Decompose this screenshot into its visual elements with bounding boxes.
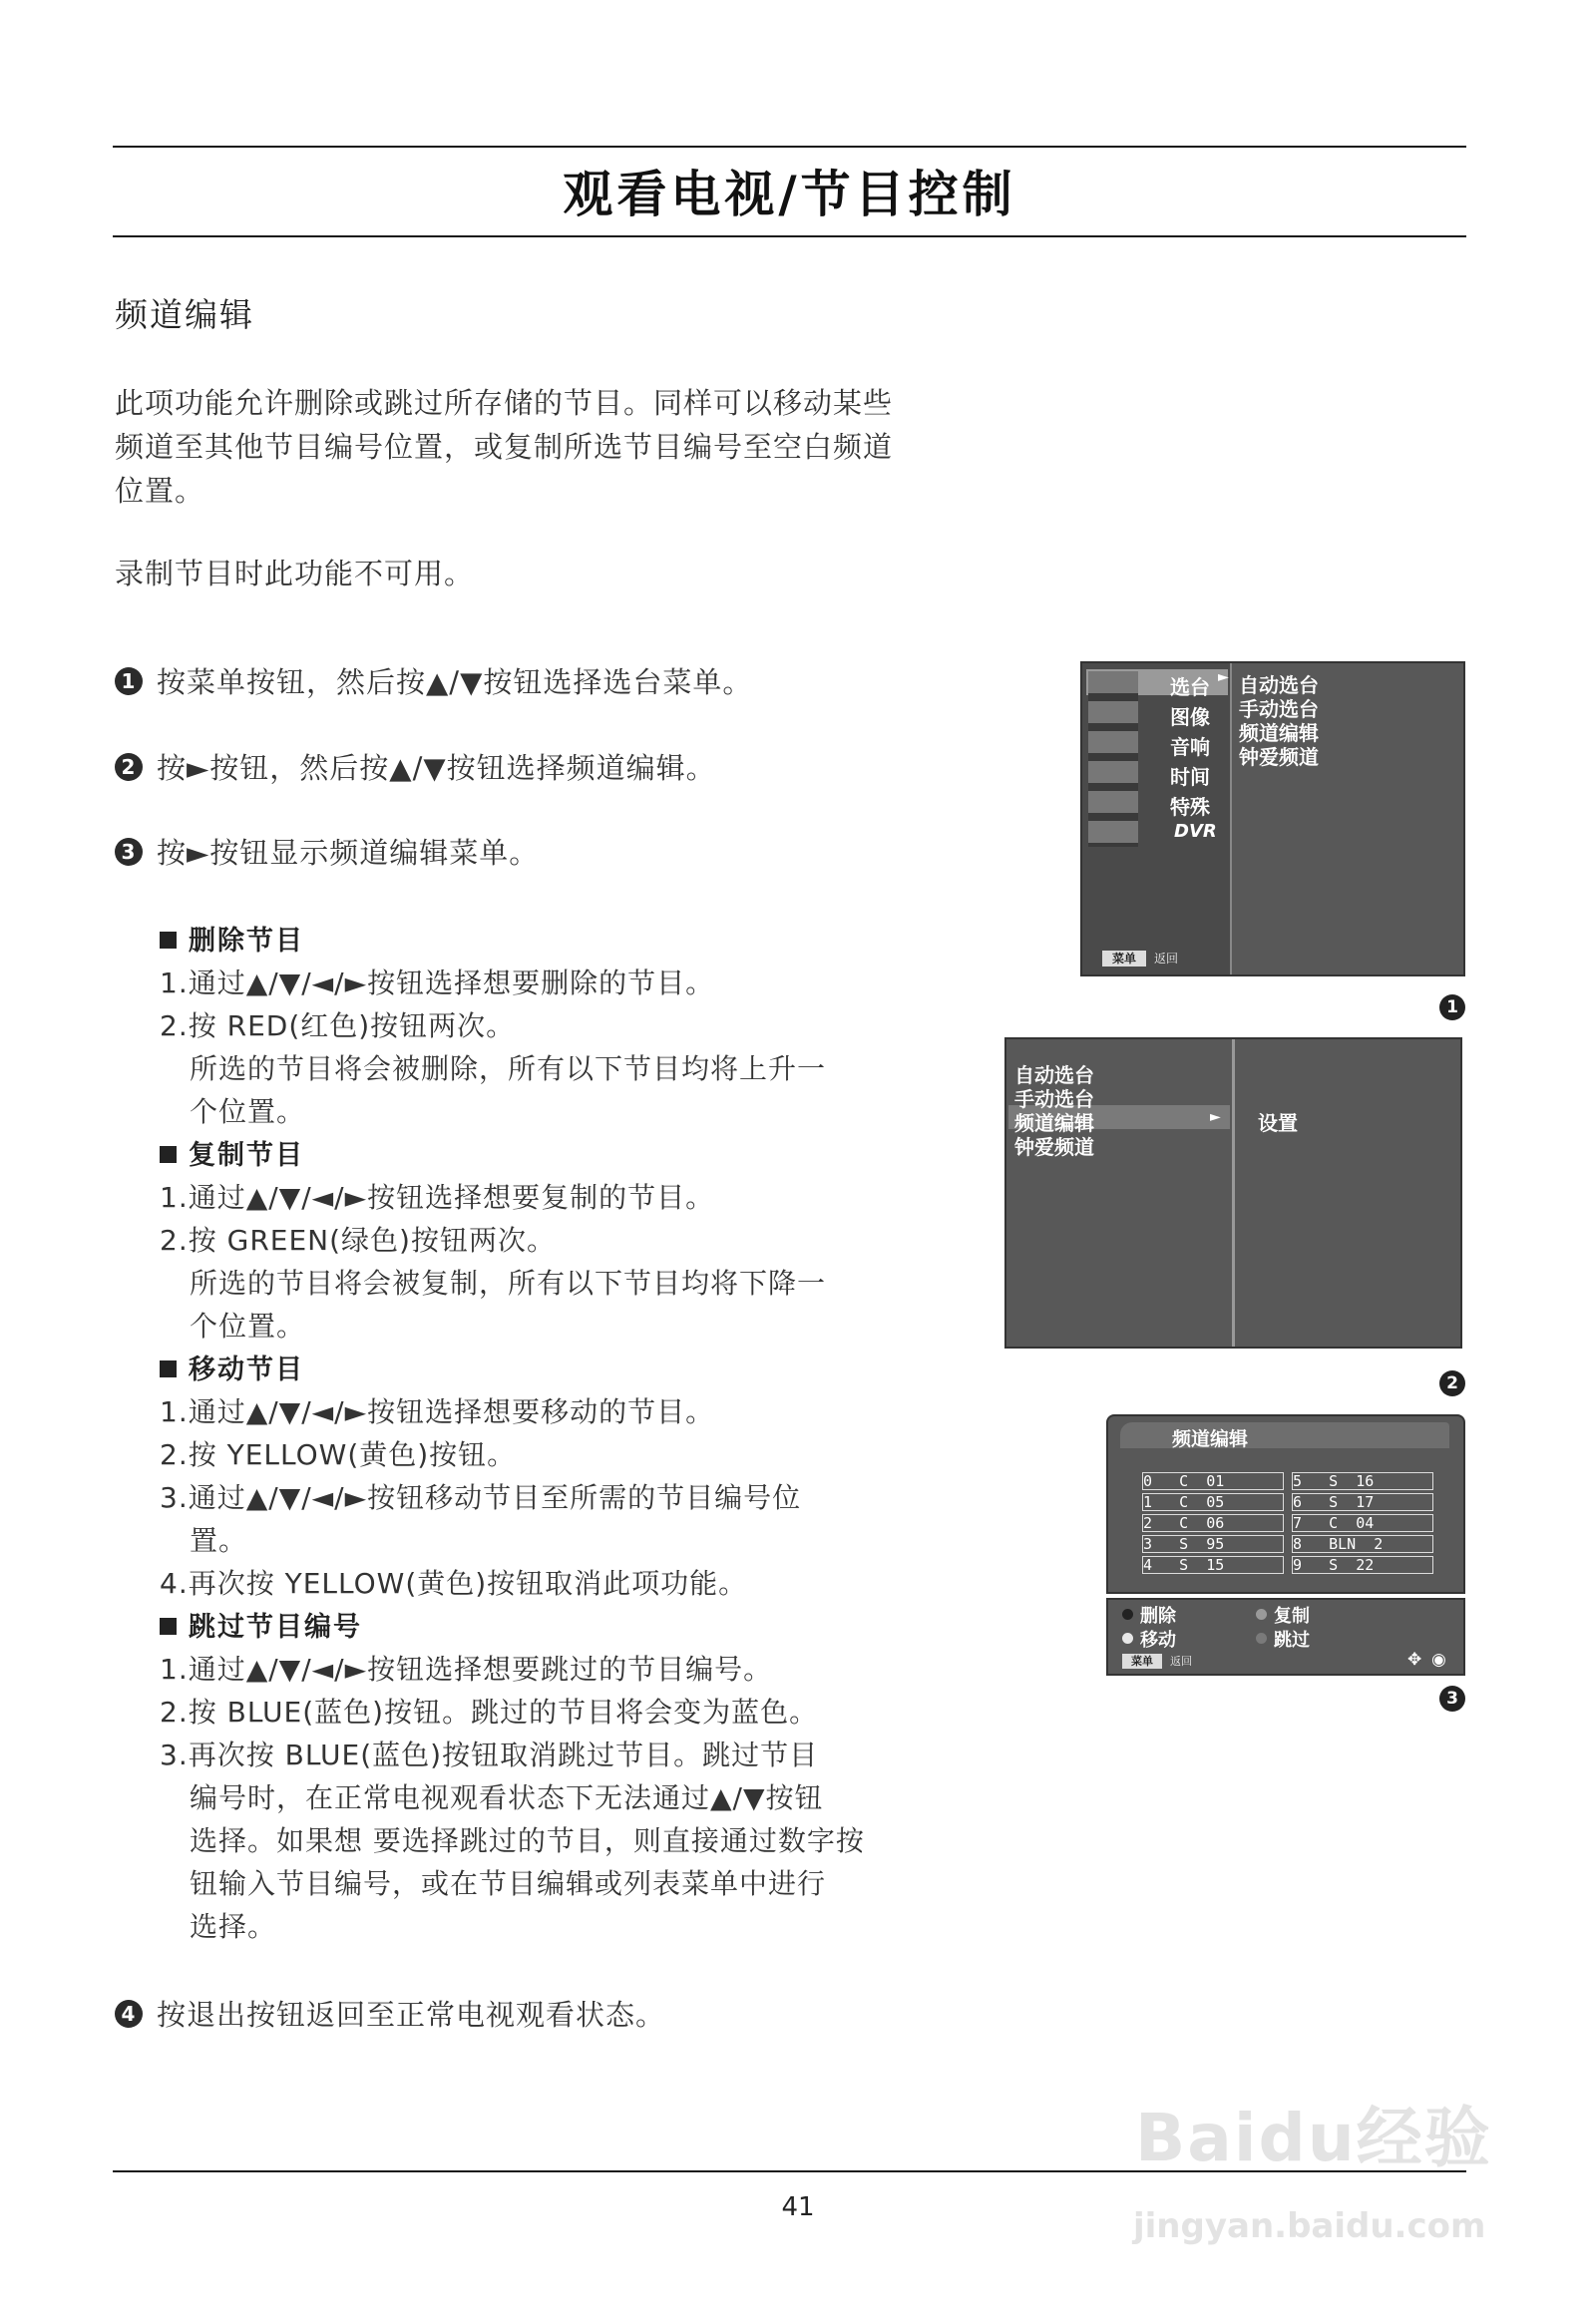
channel-cell[interactable]: 1 C 05 bbox=[1142, 1493, 1284, 1511]
intro-note: 录制节目时此功能不可用。 bbox=[115, 557, 475, 590]
move-line-1: 1.通过▲/▼/◄/►按钮选择想要移动的节目。 bbox=[160, 1395, 715, 1428]
blue-dot-icon bbox=[1256, 1633, 1267, 1644]
step-text: 按►按钮，然后按▲/▼按钮选择频道编辑。 bbox=[157, 751, 716, 785]
step-text: 按退出按钮返回至正常电视观看状态。 bbox=[157, 1998, 666, 2032]
page-title: 观看电视/节目控制 bbox=[563, 166, 1016, 223]
yellow-dot-icon bbox=[1122, 1633, 1133, 1644]
figure-marker-2: 2 bbox=[1439, 1370, 1465, 1396]
tab-thumbnail-icon bbox=[1088, 671, 1138, 847]
skip-line-5: 选择。如果想 要选择跳过的节目，则直接通过数字按 bbox=[190, 1824, 865, 1857]
step-1 bbox=[115, 660, 752, 701]
channel-cell[interactable]: 0 C 01 bbox=[1142, 1472, 1284, 1490]
step-4 bbox=[115, 1993, 665, 2034]
step-number: 3 bbox=[115, 838, 143, 866]
channel-cell[interactable]: 5 S 16 bbox=[1292, 1472, 1433, 1490]
tv-menu-3 bbox=[1106, 1414, 1465, 1594]
option-manual-tuning[interactable]: 手动选台 bbox=[1014, 1087, 1094, 1111]
title-bar bbox=[1120, 1422, 1449, 1448]
tv-menu-3-controls bbox=[1106, 1598, 1465, 1676]
figure-marker-1: 1 bbox=[1439, 994, 1465, 1020]
tab-sound[interactable]: 音响 bbox=[1170, 735, 1210, 759]
step-text: 按菜单按钮，然后按▲/▼按钮选择选台菜单。 bbox=[157, 665, 753, 699]
intro-paragraph: 此项功能允许删除或跳过所存储的节目。同样可以移动某些频道至其他节目编号位置，或复制所选节目编号至空白频道位置。 bbox=[115, 386, 894, 508]
option-channel-edit[interactable]: 频道编辑 bbox=[1014, 1111, 1094, 1135]
watermark-logo: Baidu经验 bbox=[1135, 2100, 1492, 2176]
option-auto-tuning[interactable]: 自动选台 bbox=[1239, 673, 1319, 697]
move-line-5: 4.再次按 YELLOW(黄色)按钮取消此项功能。 bbox=[160, 1567, 748, 1600]
back-label: 返回 bbox=[1170, 1655, 1192, 1668]
menu-divider bbox=[1232, 1039, 1235, 1347]
menu-tab-column bbox=[1082, 663, 1232, 974]
skip-line-7: 选择。 bbox=[190, 1910, 277, 1943]
section-heading: 频道编辑 bbox=[115, 295, 254, 334]
copy-line-2: 2.按 GREEN(绿色)按钮两次。 bbox=[160, 1224, 556, 1257]
watermark-url: jingyan.baidu.com bbox=[1133, 2206, 1486, 2246]
channel-cell[interactable]: 8 BLN 2 bbox=[1292, 1535, 1433, 1553]
option-auto-tuning[interactable]: 自动选台 bbox=[1014, 1063, 1094, 1087]
copy-line-4: 个位置。 bbox=[190, 1310, 306, 1343]
tab-special[interactable]: 特殊 bbox=[1170, 795, 1210, 819]
square-bullet-icon bbox=[160, 1618, 177, 1635]
tv-menu-2 bbox=[1004, 1037, 1462, 1349]
channel-cell[interactable]: 2 C 06 bbox=[1142, 1514, 1284, 1532]
option-favorite-channel[interactable]: 钟爱频道 bbox=[1014, 1135, 1094, 1159]
tab-dvr[interactable]: DVR bbox=[1174, 821, 1217, 842]
step-2 bbox=[115, 746, 716, 787]
copy-line-3: 所选的节目将会被复制，所有以下节目均将下降一 bbox=[190, 1267, 827, 1300]
channel-cell[interactable]: 3 S 95 bbox=[1142, 1535, 1284, 1553]
move-line-4: 置。 bbox=[190, 1524, 248, 1557]
skip-line-3: 3.再次按 BLUE(蓝色)按钮取消跳过节目。跳过节目 bbox=[160, 1739, 819, 1771]
move-label[interactable]: 移动 bbox=[1140, 1630, 1176, 1651]
navigate-icon: ✥ bbox=[1407, 1650, 1422, 1670]
setting-button[interactable]: 设置 bbox=[1258, 1111, 1298, 1135]
tv-menu-1 bbox=[1080, 661, 1465, 976]
skip-line-2: 2.按 BLUE(蓝色)按钮。跳过的节目将会变为蓝色。 bbox=[160, 1696, 819, 1729]
delete-line-1: 1.通过▲/▼/◄/►按钮选择想要删除的节目。 bbox=[160, 967, 715, 999]
move-heading: 移动节目 bbox=[160, 1348, 304, 1386]
step-number: 2 bbox=[115, 753, 143, 781]
tab-picture[interactable]: 图像 bbox=[1170, 705, 1210, 729]
delete-line-4: 个位置。 bbox=[190, 1095, 306, 1128]
channel-cell[interactable]: 6 S 17 bbox=[1292, 1493, 1433, 1511]
step-text: 按►按钮显示频道编辑菜单。 bbox=[157, 836, 540, 870]
skip-line-4: 编号时，在正常电视观看状态下无法通过▲/▼按钮 bbox=[190, 1781, 824, 1814]
step-number: 1 bbox=[115, 667, 143, 695]
top-rule bbox=[113, 146, 1466, 148]
step-number: 4 bbox=[115, 2000, 143, 2028]
channel-edit-title: 频道编辑 bbox=[1172, 1428, 1249, 1450]
figure-marker-3: 3 bbox=[1439, 1686, 1465, 1712]
channel-cell[interactable]: 4 S 15 bbox=[1142, 1556, 1284, 1574]
tab-tuning[interactable]: 选台 bbox=[1170, 675, 1210, 699]
option-channel-edit[interactable]: 频道编辑 bbox=[1239, 721, 1319, 745]
move-line-3: 3.通过▲/▼/◄/►按钮移动节目至所需的节目编号位 bbox=[160, 1481, 802, 1514]
step-3 bbox=[115, 831, 539, 872]
green-dot-icon bbox=[1256, 1609, 1267, 1620]
delete-heading: 删除节目 bbox=[160, 919, 304, 958]
skip-heading: 跳过节目编号 bbox=[160, 1605, 362, 1644]
menu-button[interactable]: 菜单 bbox=[1122, 1654, 1162, 1669]
back-label: 返回 bbox=[1154, 952, 1179, 966]
move-line-2: 2.按 YELLOW(黄色)按钮。 bbox=[160, 1438, 517, 1471]
square-bullet-icon bbox=[160, 1146, 177, 1163]
skip-label[interactable]: 跳过 bbox=[1274, 1630, 1310, 1651]
copy-heading: 复制节目 bbox=[160, 1133, 304, 1172]
copy-line-1: 1.通过▲/▼/◄/►按钮选择想要复制的节目。 bbox=[160, 1181, 715, 1214]
right-arrow-icon: ► bbox=[1210, 1109, 1221, 1125]
tab-arrow-icon: ► bbox=[1218, 669, 1229, 685]
skip-line-6: 钮输入节目编号，或在节目编辑或列表菜单中进行 bbox=[190, 1867, 827, 1900]
delete-label[interactable]: 删除 bbox=[1140, 1606, 1176, 1627]
delete-line-2: 2.按 RED(红色)按钮两次。 bbox=[160, 1009, 516, 1042]
square-bullet-icon bbox=[160, 1360, 177, 1377]
channel-cell[interactable]: 9 S 22 bbox=[1292, 1556, 1433, 1574]
channel-cell[interactable]: 7 C 04 bbox=[1292, 1514, 1433, 1532]
square-bullet-icon bbox=[160, 932, 177, 949]
delete-line-3: 所选的节目将会被删除，所有以下节目均将上升一 bbox=[190, 1052, 827, 1085]
option-manual-tuning[interactable]: 手动选台 bbox=[1239, 697, 1319, 721]
skip-line-1: 1.通过▲/▼/◄/►按钮选择想要跳过的节目编号。 bbox=[160, 1653, 773, 1686]
copy-label[interactable]: 复制 bbox=[1274, 1606, 1310, 1627]
ok-icon: ◉ bbox=[1431, 1650, 1446, 1670]
tab-time[interactable]: 时间 bbox=[1170, 765, 1210, 789]
menu-button[interactable]: 菜单 bbox=[1102, 951, 1146, 967]
option-favorite-channel[interactable]: 钟爱频道 bbox=[1239, 745, 1319, 769]
title-rule bbox=[113, 235, 1466, 237]
red-dot-icon bbox=[1122, 1609, 1133, 1620]
page-number: 41 bbox=[781, 2192, 815, 2222]
